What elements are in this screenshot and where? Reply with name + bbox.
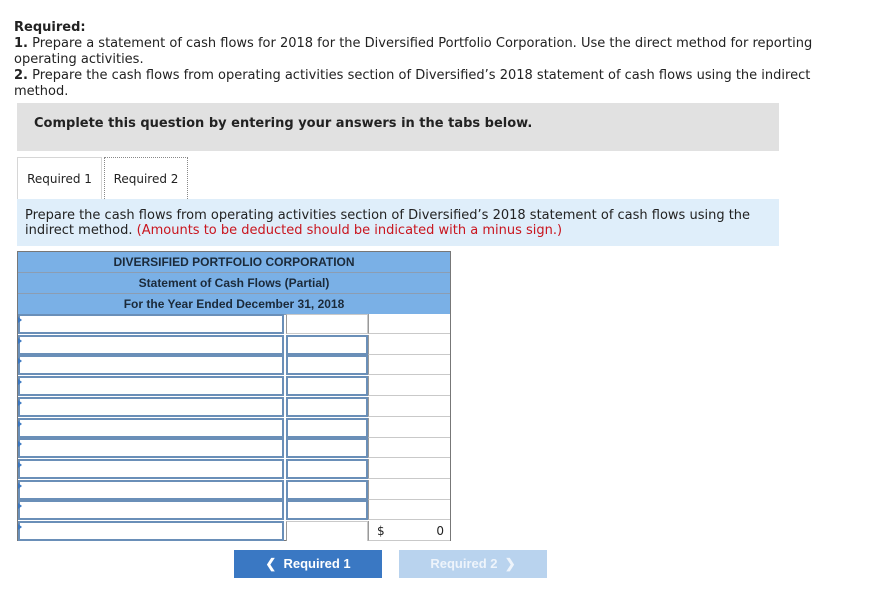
instruction-note: (Amounts to be deducted should be indicated with a minus sign.): [136, 223, 563, 238]
requirement-item-2: [14, 68, 854, 100]
total-value-cell: [368, 521, 450, 541]
total-value: 0: [436, 524, 444, 538]
chevron-left-icon: ❮: [265, 556, 277, 571]
required-heading: Required:: [14, 20, 86, 35]
row-total-cell: [368, 376, 450, 396]
row-total-cell: [368, 459, 450, 479]
statement-title: Statement of Cash Flows (Partial): [18, 273, 450, 294]
row-amount-input[interactable]: [286, 355, 368, 375]
row-total-cell: [368, 480, 450, 500]
row-label-input[interactable]: [18, 500, 284, 520]
row-label-input[interactable]: [18, 480, 284, 500]
instructions-banner: [17, 103, 779, 151]
instructions-banner-text: Complete this question by entering your answers in the tabs below.: [34, 116, 533, 131]
statement-row: [18, 335, 450, 355]
row-label-input[interactable]: [18, 314, 284, 334]
total-currency: $: [377, 524, 385, 538]
row-total-cell: [368, 397, 450, 417]
dropdown-marker-icon: [18, 462, 22, 468]
requirement-number-1: 1.: [14, 36, 28, 51]
chevron-right-icon: ❯: [504, 556, 516, 571]
previous-button-label: Required 1: [283, 556, 351, 571]
row-label-input[interactable]: [18, 418, 284, 438]
dropdown-marker-icon: [18, 421, 22, 427]
dropdown-marker-icon: [18, 503, 22, 509]
statement-row: [18, 480, 450, 500]
row-amount-input[interactable]: [286, 397, 368, 417]
statement-row: [18, 500, 450, 520]
row-amount-input[interactable]: [286, 459, 368, 479]
tab-required-2[interactable]: Required 2: [104, 157, 188, 199]
next-button-label: Required 2: [430, 556, 498, 571]
statement-row: [18, 314, 450, 334]
instruction-text: Prepare the cash flows from operating activities section of Diversified’s 2018 statement of cash flows using the indirect method.: [25, 208, 751, 238]
row-label-input[interactable]: [18, 459, 284, 479]
statement-total-row: [18, 521, 450, 541]
dropdown-marker-icon: [18, 358, 22, 364]
row-label-input[interactable]: [18, 376, 284, 396]
row-amount-input[interactable]: [286, 418, 368, 438]
statement-row: [18, 418, 450, 438]
dropdown-marker-icon: [18, 317, 22, 323]
statement-company: DIVERSIFIED PORTFOLIO CORPORATION: [18, 252, 450, 273]
row-amount-input[interactable]: [286, 480, 368, 500]
row-total-cell: [368, 500, 450, 520]
requirement-number-2: 2.: [14, 68, 28, 83]
statement-row: [18, 459, 450, 479]
statement-row: [18, 355, 450, 375]
next-button[interactable]: [399, 550, 547, 578]
requirement-item-1: [14, 36, 854, 68]
dropdown-marker-icon: [18, 441, 22, 447]
previous-button[interactable]: [234, 550, 382, 578]
requirement-text-1: Prepare a statement of cash flows for 2018 for the Diversified Portfolio Corporation. Use the direct method for reporting operating activities.: [14, 36, 813, 67]
requirement-text-2: Prepare the cash flows from operating activities section of Diversified’s 2018 statement of cash flows using the indirect method.: [14, 68, 811, 99]
row-total-cell: [368, 355, 450, 375]
row-amount-input[interactable]: [286, 335, 368, 355]
row-label-input[interactable]: [18, 355, 284, 375]
row-amount-input[interactable]: [286, 500, 368, 520]
dropdown-marker-icon: [18, 379, 22, 385]
row-total-cell: [368, 314, 450, 334]
total-label-input[interactable]: [18, 521, 284, 541]
cash-flow-statement: [17, 251, 451, 541]
row-total-cell: [368, 418, 450, 438]
statement-period: For the Year Ended December 31, 2018: [18, 294, 450, 315]
total-amount-cell: [286, 521, 368, 541]
row-label-input[interactable]: [18, 438, 284, 458]
row-label-input[interactable]: [18, 397, 284, 417]
dropdown-marker-icon: [18, 338, 22, 344]
statement-row: [18, 376, 450, 396]
requirements-section: [14, 20, 854, 100]
row-total-cell: [368, 335, 450, 355]
dropdown-marker-icon: [18, 400, 22, 406]
row-amount-input[interactable]: [286, 314, 368, 334]
statement-row: [18, 438, 450, 458]
tab-instruction: [17, 199, 779, 246]
row-total-cell: [368, 438, 450, 458]
dropdown-marker-icon: [18, 524, 22, 530]
row-amount-input[interactable]: [286, 376, 368, 396]
statement-row: [18, 397, 450, 417]
dropdown-marker-icon: [18, 483, 22, 489]
row-label-input[interactable]: [18, 335, 284, 355]
row-amount-input[interactable]: [286, 438, 368, 458]
tab-required-1[interactable]: Required 1: [17, 157, 102, 199]
